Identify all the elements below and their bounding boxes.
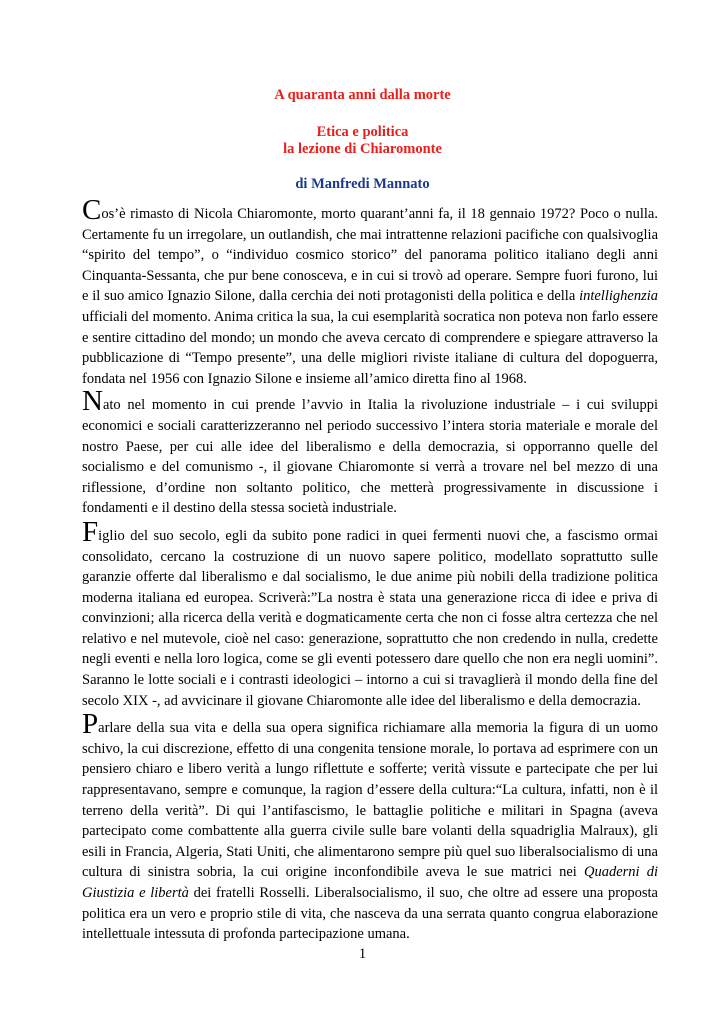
article-title-line2: la lezione di Chiaromonte xyxy=(283,141,442,157)
article-body xyxy=(82,194,659,945)
paragraph xyxy=(82,708,659,945)
article-byline: di Manfredi Mannato xyxy=(295,176,430,192)
paragraph-text: iglio del suo secolo, egli da subito pone radici in quei fermenti nuovi che, a fascismo ormai consolidato, cercano la costruzione di un nuovo sapere politico, modellato soprattutto sulle garanzie offerte dal liberalismo e dal socialismo, le due anime più nobili della tradizione politica moderna italiana ed europea. Scriverà:”La nostra è stata una generazione ricca di idee e priva di convinzioni; alla ricerca della verità e dogmaticamente certa che non ci fosse altra certezza che nel relativo e nel mutevole, cioè nel caso: generazione, soprattutto che non credendo in nulla, credette negli eventi e nella loro logica, come se gli eventi potessero dare quello che non era negli uomini”. Saranno le lotte sociali e i contrasti ideologici – intorno a cui si travaglierà il mondo della fine del secolo XIX -, ad avvicinare il giovane Chiaromonte alle idee del liberalismo e della democrazia. xyxy=(82,527,658,709)
paragraph xyxy=(82,385,658,519)
paragraph xyxy=(82,515,658,711)
paragraph-text: arlare della sua vita e della sua opera significa richiamare alla memoria la figura di un uomo schivo, la cui discrezione, effetto di una congenita tensione morale, lo portava ad esprimere con un pensiero chiaro e libero verità a lungo riflettute e sofferte; verità vissute e partecipate che per lui rappresentavano, sempre e comunque, la ragion d’essere della cultura:“La cultura, infatti, non è il terreno della verità”. Di qui l’antifascismo, le battaglie politiche e militari in Spagna (aveva partecipato come combattente alla guerra civile sulle bare volanti della squadriglia Malraux), gli esili in Francia, Algeria, Stati Uniti, che alimentarono sempre più quel suo liberalsocialismo di una cultura di sinistra sobria, la cui origine inconfondibile aveva le sue matrici nei Quaderni di Giustizia e libertà dei fratelli Rosselli. Liberalsocialismo, il suo, che oltre ad essere una proposta politica era un vero e proprio stile di vita, che nasceva da una serrata quanto congrua elaborazione intellettuale intessuta di profonda partecipazione umana. xyxy=(82,720,659,943)
paragraph-text: os’è rimasto di Nicola Chiaromonte, morto quarant’anni fa, il 18 gennaio 1972? Poco o nulla. Certamente fu un irregolare, un outlandish, che mai intrattenne relazioni pacifiche con qualsivoglia “spirito del tempo”, o “individuo cosmico storico” del panorama politico italiano degli anni Cinquanta-Sessanta, che pur bene conosceva, e in cui si trovò ad operare. Sempre fuori furono, lui e il suo amico Ignazio Silone, dalla cerchia dei noti protagonisti della politica e della intellighenzia ufficiali del momento. Anima critica la sua, la cui esemplarità socratica non poteva non farlo essere e sentire cittadino del mondo; un mondo che aveva cercato di comprendere e spiegare attraverso la pubblicazione di “Tempo presente”, una delle migliori riviste italiane di cultura del dopoguerra, fondata nel 1956 con Ignazio Silone e insieme all’amico diretta fino al 1968. xyxy=(82,206,658,387)
page-number: 1 xyxy=(358,946,367,962)
paragraph-text: ato nel momento in cui prende l’avvio in Italia la rivoluzione industriale – i cui sviluppi economici e sociali caratterizzeranno nel periodo successivo l’intera storia materiale e morale del nostro Paese, per cui alle idee del liberalismo e della democrazia, si opporranno quelle del socialismo e del comunismo -, il giovane Chiaromonte si verrà a trovare nel bel mezzo di una riflessione, d’ordine non soltanto politico, che metterà progressivamente in discussione i fondamenti e il destino della stessa società industriale. xyxy=(82,397,658,517)
article-title-line1: Etica e politica xyxy=(316,124,409,140)
drop-cap: P xyxy=(82,708,99,741)
drop-cap: N xyxy=(82,385,103,418)
article-kicker: A quaranta anni dalla morte xyxy=(274,87,451,103)
paragraph xyxy=(82,194,658,389)
drop-cap: C xyxy=(82,194,102,226)
drop-cap: F xyxy=(82,515,99,548)
